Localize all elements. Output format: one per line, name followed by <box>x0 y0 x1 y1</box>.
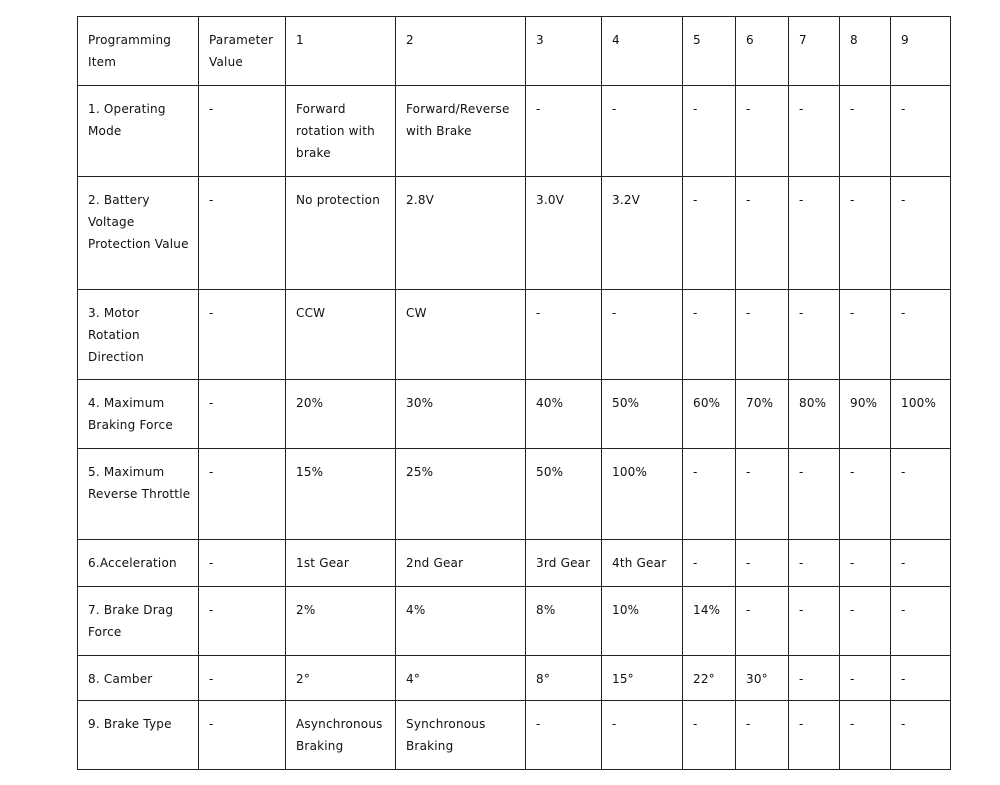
table-cell: - <box>602 86 683 177</box>
table-cell: - <box>602 701 683 770</box>
table-cell: 25% <box>396 449 526 540</box>
table-cell: - <box>683 449 736 540</box>
table-cell: 2nd Gear <box>396 540 526 587</box>
table-cell: - <box>840 86 891 177</box>
row-label-cell: 1. Operating Mode <box>78 86 199 177</box>
table-cell: - <box>789 449 840 540</box>
table-cell: - <box>891 290 951 380</box>
table-row-maximum-braking-force <box>78 380 951 449</box>
table-row-acceleration <box>78 540 951 587</box>
header-cell-9: 9 <box>891 17 951 86</box>
header-cell-2: 2 <box>396 17 526 86</box>
row-label-cell: 5. Maximum Reverse Throttle <box>78 449 199 540</box>
table-cell: - <box>891 656 951 701</box>
table-cell: 20% <box>286 380 396 449</box>
table-cell: 3.0V <box>526 177 602 290</box>
table-row-maximum-reverse-throttle <box>78 449 951 540</box>
table-cell: - <box>199 656 286 701</box>
table-cell: - <box>840 540 891 587</box>
table-cell: 70% <box>736 380 789 449</box>
table-cell: - <box>789 290 840 380</box>
table-cell: 30° <box>736 656 789 701</box>
table-cell: - <box>526 290 602 380</box>
table-cell: - <box>199 701 286 770</box>
table-cell: 2° <box>286 656 396 701</box>
table-cell: 100% <box>891 380 951 449</box>
table-cell: 100% <box>602 449 683 540</box>
row-label-cell: 3. Motor Rotation Direction <box>78 290 199 380</box>
header-cell-7: 7 <box>789 17 840 86</box>
header-cell-programming-item: Programming Item <box>78 17 199 86</box>
table-cell: CCW <box>286 290 396 380</box>
row-label-cell: 2. Battery Voltage Protection Value <box>78 177 199 290</box>
table-cell: - <box>736 86 789 177</box>
table-cell: - <box>683 86 736 177</box>
table-cell: 30% <box>396 380 526 449</box>
header-cell-parameter-value: Parameter Value <box>199 17 286 86</box>
table-cell: - <box>789 86 840 177</box>
table-cell: - <box>199 587 286 656</box>
table-cell: Synchronous Braking <box>396 701 526 770</box>
table-cell: - <box>840 449 891 540</box>
table-cell: 2% <box>286 587 396 656</box>
table-cell: - <box>891 540 951 587</box>
esc-programming-table <box>77 16 951 770</box>
table-cell: - <box>840 587 891 656</box>
row-label-cell: 9. Brake Type <box>78 701 199 770</box>
table-cell: 4% <box>396 587 526 656</box>
table-cell: Forward rotation with brake <box>286 86 396 177</box>
table-cell: 10% <box>602 587 683 656</box>
table-cell: - <box>683 177 736 290</box>
table-cell: - <box>736 177 789 290</box>
table-cell: 1st Gear <box>286 540 396 587</box>
table-cell: - <box>602 290 683 380</box>
table-row-brake-drag-force <box>78 587 951 656</box>
table-cell: - <box>199 540 286 587</box>
table-cell: - <box>891 86 951 177</box>
table-cell: 4th Gear <box>602 540 683 587</box>
header-cell-5: 5 <box>683 17 736 86</box>
table-cell: - <box>526 701 602 770</box>
header-cell-6: 6 <box>736 17 789 86</box>
table-cell: 60% <box>683 380 736 449</box>
table-cell: Forward/Reverse with Brake <box>396 86 526 177</box>
table-cell: Asynchronous Braking <box>286 701 396 770</box>
table-cell: - <box>683 701 736 770</box>
row-label-cell: 4. Maximum Braking Force <box>78 380 199 449</box>
table-cell: 80% <box>789 380 840 449</box>
table-row-camber <box>78 656 951 701</box>
table-cell: 22° <box>683 656 736 701</box>
table-cell: - <box>199 177 286 290</box>
table-cell: 2.8V <box>396 177 526 290</box>
table-cell: 15% <box>286 449 396 540</box>
table-cell: - <box>891 449 951 540</box>
table-cell: 3.2V <box>602 177 683 290</box>
table-cell: - <box>789 701 840 770</box>
table-cell: - <box>683 290 736 380</box>
header-cell-4: 4 <box>602 17 683 86</box>
table-cell: - <box>199 290 286 380</box>
table-cell: - <box>789 540 840 587</box>
table-cell: CW <box>396 290 526 380</box>
table-row-brake-type <box>78 701 951 770</box>
table-header-row <box>78 17 951 86</box>
header-cell-8: 8 <box>840 17 891 86</box>
table-cell: - <box>736 701 789 770</box>
table-cell: - <box>199 380 286 449</box>
table-cell: - <box>199 86 286 177</box>
table-cell: - <box>840 656 891 701</box>
esc-programming-table-container <box>77 16 951 770</box>
row-label-cell: 6.Acceleration <box>78 540 199 587</box>
table-cell: - <box>526 86 602 177</box>
table-row-operating-mode <box>78 86 951 177</box>
table-cell: 8% <box>526 587 602 656</box>
table-cell: - <box>789 656 840 701</box>
table-cell: - <box>736 540 789 587</box>
table-cell: 15° <box>602 656 683 701</box>
table-cell: - <box>199 449 286 540</box>
table-cell: 90% <box>840 380 891 449</box>
table-cell: - <box>840 701 891 770</box>
table-cell: - <box>683 540 736 587</box>
row-label-cell: 7. Brake Drag Force <box>78 587 199 656</box>
table-cell: 8° <box>526 656 602 701</box>
table-cell: 40% <box>526 380 602 449</box>
table-cell: 4° <box>396 656 526 701</box>
table-cell: - <box>789 177 840 290</box>
table-cell: - <box>736 449 789 540</box>
table-cell: - <box>891 587 951 656</box>
table-cell: - <box>840 177 891 290</box>
table-row-motor-rotation-direction <box>78 290 951 380</box>
header-cell-1: 1 <box>286 17 396 86</box>
header-cell-3: 3 <box>526 17 602 86</box>
table-cell: 3rd Gear <box>526 540 602 587</box>
table-cell: 50% <box>602 380 683 449</box>
table-cell: No protection <box>286 177 396 290</box>
table-cell: 14% <box>683 587 736 656</box>
table-cell: - <box>736 290 789 380</box>
table-cell: - <box>789 587 840 656</box>
table-cell: - <box>891 177 951 290</box>
table-cell: - <box>891 701 951 770</box>
table-cell: - <box>736 587 789 656</box>
table-cell: - <box>840 290 891 380</box>
table-row-battery-voltage-protection <box>78 177 951 290</box>
table-cell: 50% <box>526 449 602 540</box>
row-label-cell: 8. Camber <box>78 656 199 701</box>
